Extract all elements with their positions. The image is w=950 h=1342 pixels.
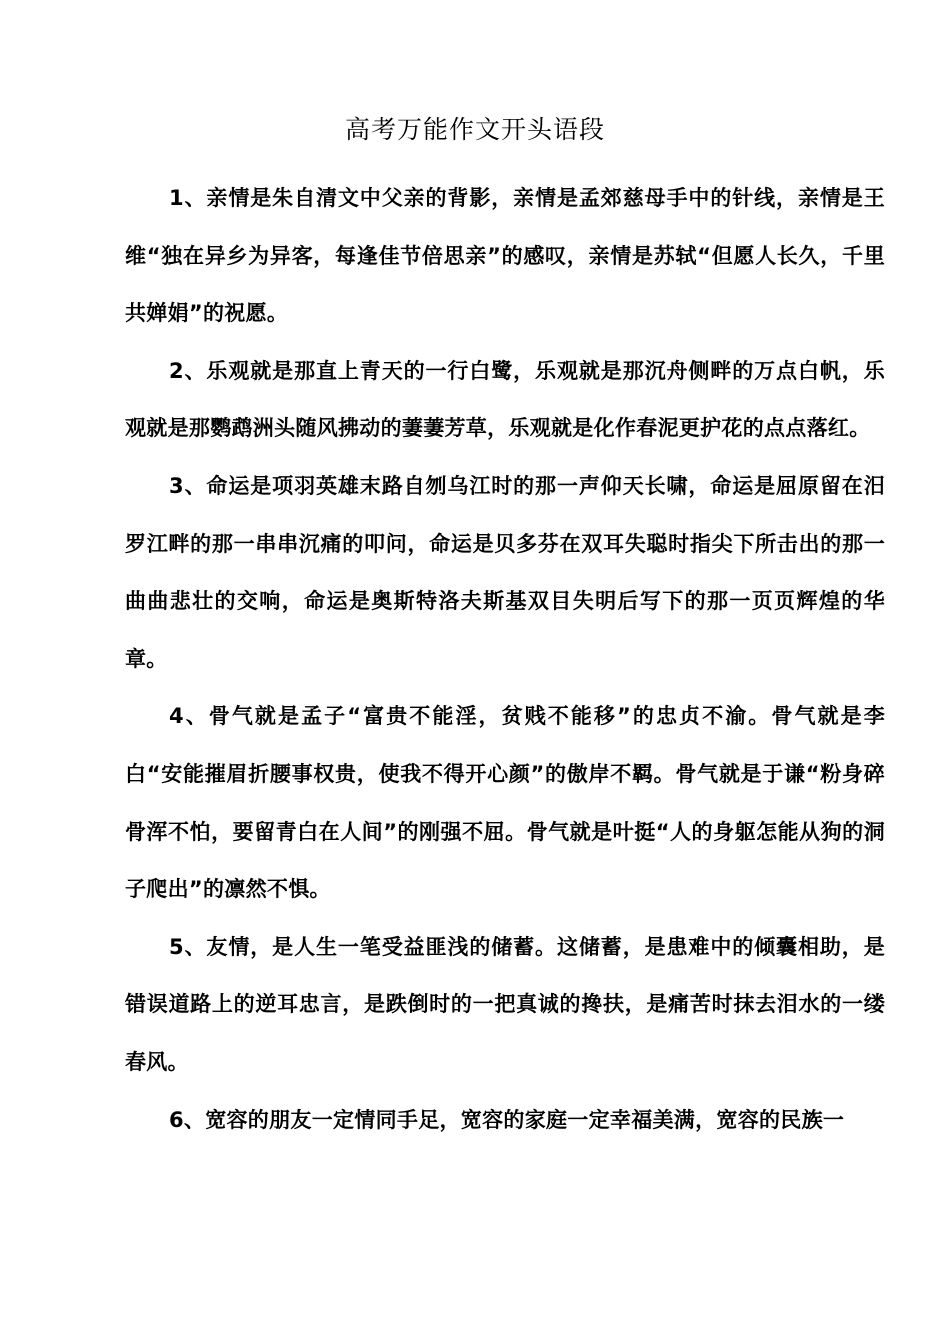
paragraph-5: 5、友情，是人生一笔受益匪浅的储蓄。这储蓄，是患难中的倾囊相助，是错误道路上的逆耳忠言，是跌倒时的一把真诚的搀扶，是痛苦时抹去泪水的一缕春风。 [125, 934, 885, 1074]
document-title: 高考万能作文开头语段 [344, 115, 605, 144]
paragraph-6: 6、宽容的朋友一定情同手足，宽容的家庭一定幸福美满，宽容的民族一 [169, 1107, 845, 1132]
paragraph-4: 4、骨气就是孟子“富贵不能淫，贫贱不能移”的忠贞不渝。骨气就是李白“安能摧眉折腰事权贵，使我不得开心颜”的傲岸不羁。骨气就是于谦“粉身碎骨浑不怕，要留青白在人间”的刚强不屈。骨气就是叶挺“人的身躯怎能从狗的洞子爬出”的凛然不惧。 [125, 704, 885, 902]
paragraph-3: 3、命运是项羽英雄末路自刎乌江时的那一声仰天长啸，命运是屈原留在汨罗江畔的那一串串沉痛的叩问，命运是贝多芬在双耳失聪时指尖下所击出的那一曲曲悲壮的交响，命运是奥斯特洛夫斯基双目失明后写下的那一页页辉煌的华章。 [125, 473, 885, 671]
paragraph-2: 2、乐观就是那直上青天的一行白鹭，乐观就是那沉舟侧畔的万点白帆，乐观就是那鹦鹉洲头随风拂动的萋萋芳草，乐观就是化作春泥更护花的点点落红。 [125, 358, 885, 441]
paragraph-1: 1、亲情是朱自清文中父亲的背影，亲情是孟郊慈母手中的针线，亲情是王维“独在异乡为异客，每逢佳节倍思亲”的感叹，亲情是苏轼“但愿人长久，千里共婵娟”的祝愿。 [125, 186, 885, 326]
document-body [125, 170, 885, 1149]
